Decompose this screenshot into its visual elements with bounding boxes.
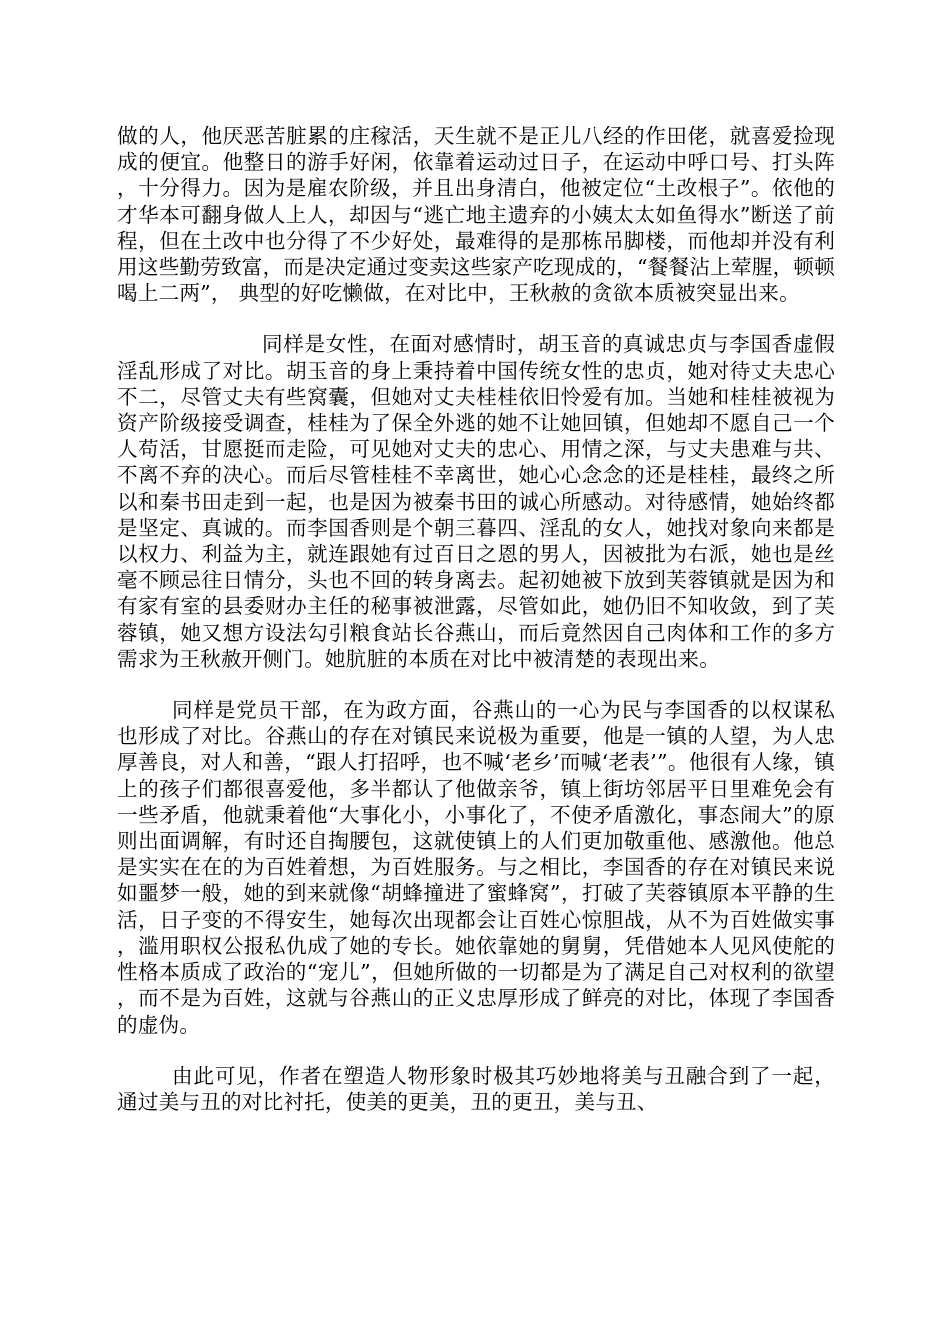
paragraph-1: 做的人，他厌恶苦脏累的庄稼活，天生就不是正儿八经的作田佬，就喜爱捡现成的便宜。他整日的游手好闲，依靠着运动过日子，在运动中呼口号、打头阵，十分得力。因为是雇农阶级，并且出身清白，他被定位“土改根子”。依他的才华本可翻身做人上人，却因与“逃亡地主遗弃的小姨太太如鱼得水”断送了前程，但在土改中也分得了不少好处，最难得的是那栋吊脚楼，而他却并没有利用这些勤劳致富，而是决定通过变卖这些家产吃现成的，“餐餐沾上荤腥，顿顿喝上二两”， 典型的好吃懒做，在对比中，王秋赦的贪欲本质被突显出来。 bbox=[117, 124, 835, 306]
paragraph-4: 由此可见，作者在塑造人物形象时极其巧妙地将美与丑融合到了一起，通过美与丑的对比衬托，使美的更美，丑的更丑，美与丑、 bbox=[117, 1063, 835, 1114]
paragraph-2: 同样是女性，在面对感情时，胡玉音的真诚忠贞与李国香虚假淫乱形成了对比。胡玉音的身上秉持着中国传统女性的忠贞，她对待丈夫忠心不二，尽管丈夫有些窝囊，但她对丈夫桂桂依旧怜爱有加。当她和桂桂被视为资产阶级接受调查，桂桂为了保全外逃的她不让她回镇，但她却不愿自己一个人苟活，甘愿挺而走险，可见她对丈夫的忠心、用情之深，与丈夫患难与共、不离不弃的决心。而后尽管桂桂不幸离世，她心心念念的还是桂桂，最终之所以和秦书田走到一起，也是因为被秦书田的诚心所感动。对待感情，她始终都是坚定、真诚的。而李国香则是个朝三暮四、淫乱的女人，她找对象向来都是以权力、利益为主，就连跟她有过百日之恩的男人，因被批为右派，她也是丝毫不顾忌往日情分，头也不回的转身离去。起初她被下放到芙蓉镇就是因为和有家有室的县委财办主任的秘事被泄露，尽管如此，她仍旧不知收敛，到了芙蓉镇，她又想方设法勾引粮食站长谷燕山，而后竟然因自己肉体和工作的多方需求为王秋赦开侧门。她肮脏的本质在对比中被清楚的表现出来。 bbox=[117, 332, 835, 671]
document-page bbox=[117, 123, 835, 1115]
paragraph-3: 同样是党员干部，在为政方面，谷燕山的一心为民与李国香的以权谋私也形成了对比。谷燕山的存在对镇民来说极为重要，他是一镇的人望，为人忠厚善良，对人和善，“跟人打招呼，也不喊‘老乡’而喊‘老表’”。他很有人缘，镇上的孩子们都很喜爱他，多半都认了他做亲爷，镇上街坊邻居平日里难免会有一些矛盾，他就秉着他“大事化小，小事化了，不使矛盾激化，事态闹大”的原则出面调解，有时还自掏腰包，这就使镇上的人们更加敬重他、感激他。他总是实实在在的为百姓着想，为百姓服务。与之相比，李国香的存在对镇民来说如噩梦一般，她的到来就像“胡蜂撞进了蜜蜂窝”，打破了芙蓉镇原本平静的生活，日子变的不得安生，她每次出现都会让百姓心惊胆战，从不为百姓做实事，滥用职权公报私仇成了她的专长。她依靠她的舅舅，凭借她本人见风使舵的性格本质成了政治的“宠儿”，但她所做的一切都是为了满足自己对权利的欲望，而不是为百姓，这就与谷燕山的正义忠厚形成了鲜亮的对比，体现了李国香的虚伪。 bbox=[117, 698, 835, 1037]
